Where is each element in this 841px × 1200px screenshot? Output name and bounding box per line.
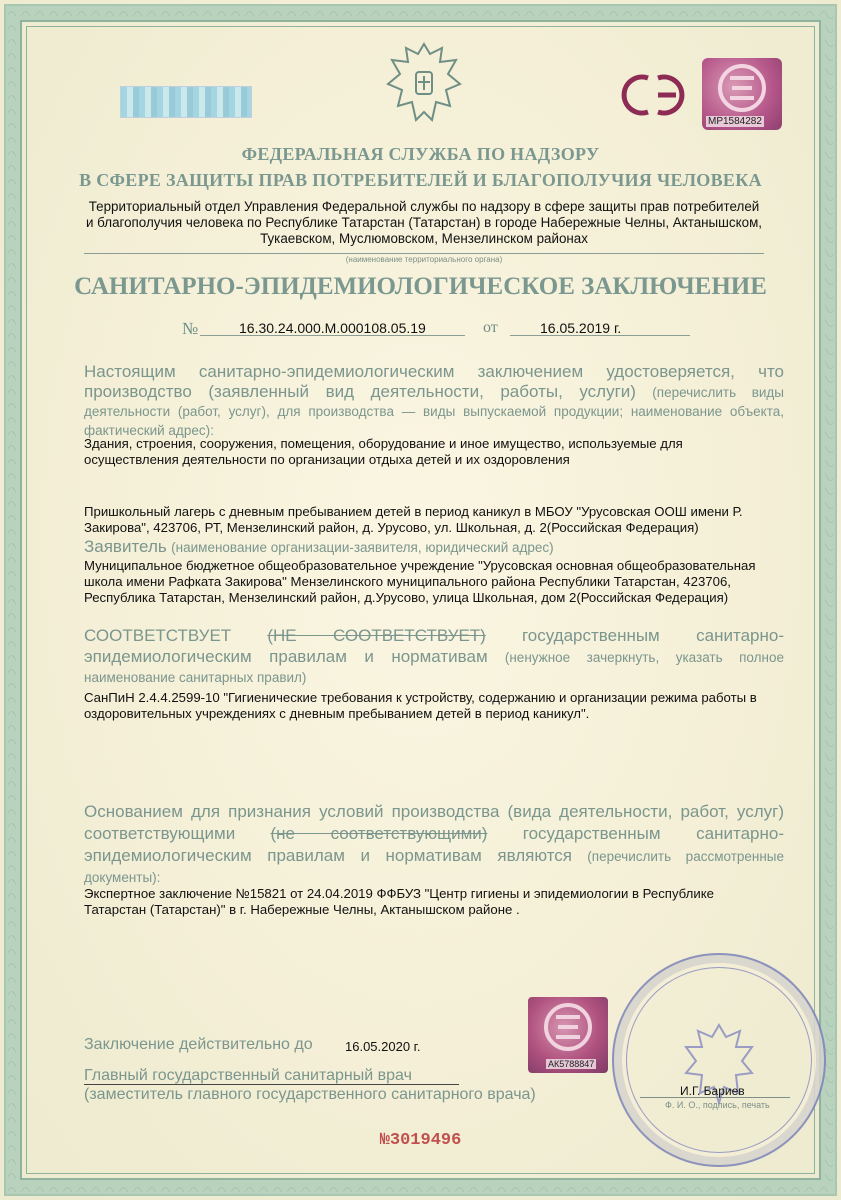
serial-number: №3019496 bbox=[379, 1131, 462, 1150]
basis-hint: (перечислить рассмотренные документы): bbox=[84, 849, 785, 885]
validity-date: 16.05.2020 г. bbox=[345, 1039, 421, 1054]
issue-date: 16.05.2019 г. bbox=[540, 320, 622, 336]
certifies-hint: (перечислить виды деятельности (работ, услуг), для производства — виды выпускаемой продукции; наименование объекта, фактический адрес): bbox=[84, 385, 784, 438]
applicant-hint: (наименование организации-заявителя, юридический адрес) bbox=[171, 540, 554, 555]
certifies-lead: Настоящим санитарно-эпидемиологическим заключением удостоверяется, что производство (заявленный вид деятельности, работы, услуги) bbox=[84, 362, 784, 401]
deputy-doctor-title: (заместитель главного государственного санитарного врача) bbox=[84, 1086, 536, 1103]
territorial-body: Территориальный отдел Управления Федеральной службы по надзору в сфере защиты прав потребителей и благополучия человека по Республике Татарстан (Татарстан) в городе Набережные Челны, Актанышском, Тукаевском, Муслюмовском, Мензелинском районах bbox=[85, 199, 762, 246]
document-title: САНИТАРНО-ЭПИДЕМИОЛОГИЧЕСКОЕ ЗАКЛЮЧЕНИЕ bbox=[74, 273, 767, 300]
chief-doctor-title: Главный государственный санитарный врач bbox=[84, 1067, 412, 1084]
agency-name-line2: В СФЕРЕ ЗАЩИТЫ ПРАВ ПОТРЕБИТЕЛЕЙ И БЛАГОПОЛУЧИЯ ЧЕЛОВЕКА bbox=[79, 170, 762, 190]
agency-name-line1: ФЕДЕРАЛЬНАЯ СЛУЖБА ПО НАДЗОРУ bbox=[241, 144, 600, 164]
signature-underline bbox=[84, 1084, 459, 1085]
number-sign: № bbox=[182, 319, 199, 338]
seal-code: MP1584282 bbox=[708, 116, 762, 127]
certification-mark-icon bbox=[702, 58, 782, 118]
conformity-rest: государственным санитарно-эпидемиологическим правилам и нормативам bbox=[84, 626, 784, 666]
conforms-word: СООТВЕТСТВУЕТ bbox=[84, 626, 232, 645]
conformity-hint: (ненужное зачеркнуть, указать полное наименование санитарных правил) bbox=[84, 650, 784, 685]
conformity-paragraph bbox=[84, 626, 784, 688]
date-underline bbox=[510, 335, 690, 336]
hologram-seal-bottom bbox=[528, 997, 608, 1073]
basis-paragraph bbox=[84, 801, 784, 888]
double-headed-eagle-icon bbox=[382, 36, 466, 136]
se-mark-icon bbox=[612, 70, 694, 120]
basis-rest: государственным санитарно-эпидемиологическим правилам и нормативам являются bbox=[84, 824, 784, 865]
signer-caption: Ф. И. О., подпись, печать bbox=[665, 1100, 770, 1110]
number-underline bbox=[200, 335, 465, 336]
camp-description: Пришкольный лагерь с дневным пребыванием детей в период каникул в МБОУ "Урусовская ООШ имени Р. Закирова", 423706, РТ, Мензелинский район, д. Урусово, ул. Школьная, д. 2(Российская Федерация) bbox=[84, 504, 743, 535]
not-conforms-struck: (НЕ СООТВЕТСТВУЕТ) bbox=[267, 626, 486, 645]
applicant-heading bbox=[84, 537, 774, 557]
facility-description: Здания, строения, сооружения, помещения, оборудование и иное имущество, используемые для осуществления деятельности по организации отдыха детей и их оздоровления bbox=[84, 436, 683, 467]
seal-code: АК5788847 bbox=[548, 1059, 595, 1069]
validity-label: Заключение действительно до bbox=[84, 1036, 313, 1053]
sanitary-rules: СанПиН 2.4.4.2599-10 "Гигиенические требования к устройству, содержанию и организации режима работы в оздоровительных учреждениях с дневным пребыванием детей в период каникул". bbox=[84, 690, 757, 721]
basis-struck: (не соответствующими) bbox=[270, 824, 488, 843]
divider bbox=[84, 253, 764, 254]
certificate-number: 16.30.24.000.М.000108.05.19 bbox=[239, 320, 426, 336]
applicant-value: Муниципальное бюджетное общеобразовательное учреждение "Урусовская основная общеобразовательная школа имени Рафката Закирова" Мензелинского муниципального района Республики Татарстан, 423706, Республика Татарстан, Мензелинский район, д.Урусово, улица Школьная, дом 2(Российская Федерация) bbox=[84, 558, 756, 605]
basis-lead: Основанием для признания условий производства (вида деятельности, работ, услуг) соответствующими bbox=[84, 802, 784, 843]
certifies-paragraph bbox=[84, 362, 784, 440]
signer-name: И.Г. Бариев bbox=[680, 1084, 745, 1098]
certification-mark-icon bbox=[528, 997, 608, 1057]
applicant-label: Заявитель bbox=[84, 537, 167, 556]
date-from-label: от bbox=[483, 319, 498, 336]
hologram-strip bbox=[120, 86, 252, 118]
territorial-caption: (наименование территориального органа) bbox=[345, 255, 503, 264]
expert-conclusion: Экспертное заключение №15821 от 24.04.2019 ФФБУЗ "Центр гигиены и эпидемиологии в Республике Татарстан (Татарстан)" в г. Набережные Челны, Актанышском районе . bbox=[84, 886, 714, 917]
hologram-seal-top bbox=[702, 58, 782, 130]
